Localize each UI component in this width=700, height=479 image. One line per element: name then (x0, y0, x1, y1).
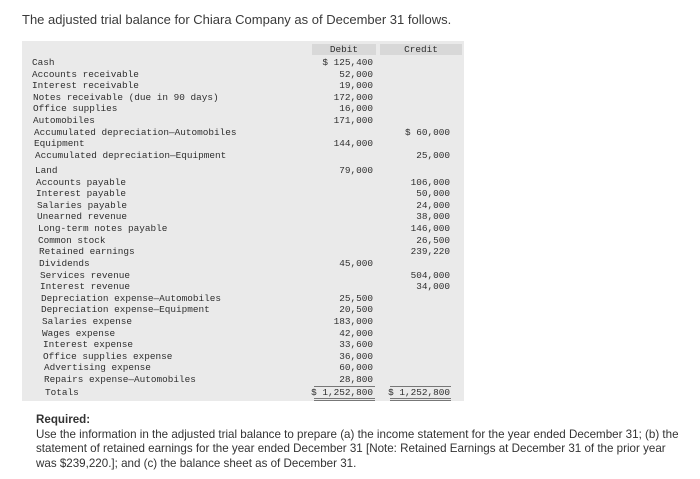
table-row (22, 223, 464, 235)
debit-amount: 36,000 (339, 350, 373, 362)
table-row (22, 57, 464, 69)
account-name: Advertising expense (44, 362, 151, 374)
account-name: Accounts receivable (32, 68, 139, 80)
account-name: Wages expense (42, 327, 116, 339)
credit-amount: $ 60,000 (404, 126, 450, 138)
table-row (22, 127, 464, 139)
table-row (22, 165, 464, 177)
table-row (22, 177, 464, 189)
table-row (22, 92, 464, 104)
account-name: Cash (32, 57, 55, 68)
table-row (22, 281, 464, 293)
account-name: Repairs expense—Automobiles (44, 374, 196, 385)
credit-amount: 26,500 (416, 234, 450, 246)
debit-total-rule (314, 398, 375, 401)
debit-amount: 60,000 (339, 362, 373, 374)
account-name: Depreciation expense—Automobiles (41, 292, 222, 304)
debit-amount: 183,000 (333, 316, 373, 327)
table-row (22, 103, 464, 115)
account-name: Interest receivable (32, 80, 139, 92)
account-name: Services revenue (40, 269, 131, 281)
account-name: Land (35, 165, 58, 176)
credit-header: Credit (380, 44, 462, 55)
credit-amount: 24,000 (416, 199, 450, 211)
table-row (22, 235, 464, 247)
account-name: Depreciation expense—Equipment (41, 304, 210, 316)
debit-amount: 52,000 (339, 68, 373, 80)
table-row (22, 200, 464, 212)
table-row (22, 270, 464, 282)
required-section (36, 413, 686, 471)
credit-amount: 38,000 (416, 211, 450, 223)
debit-amount: 171,000 (333, 115, 373, 126)
table-row (22, 374, 464, 386)
intro-text: The adjusted trial balance for Chiara Company as of December 31 follows. (22, 12, 452, 27)
debit-header: Debit (312, 44, 376, 55)
account-name: Unearned revenue (37, 211, 128, 223)
required-title: Required: (36, 413, 91, 426)
trial-balance-table (22, 41, 464, 401)
table-row (22, 211, 464, 223)
account-name: Interest expense (43, 339, 134, 351)
account-name: Common stock (38, 234, 106, 246)
credit-amount: 106,000 (410, 176, 450, 188)
credit-total-rule (390, 398, 451, 401)
credit-amount: 504,000 (410, 269, 450, 281)
debit-amount: 144,000 (333, 138, 373, 150)
credit-amount: 239,220 (410, 246, 450, 258)
table-row (22, 246, 464, 258)
table-row (22, 304, 464, 316)
account-name: Salaries expense (42, 316, 133, 327)
account-name: Salaries payable (37, 199, 128, 211)
debit-amount: 16,000 (339, 103, 373, 115)
table-row (22, 328, 464, 340)
debit-amount: 172,000 (333, 91, 373, 103)
table-row (22, 258, 464, 270)
account-name: Dividends (39, 258, 90, 269)
debit-amount: $ 125,400 (322, 57, 373, 68)
account-name: Interest payable (36, 188, 127, 200)
account-name: Automobiles (33, 115, 95, 126)
table-row (22, 69, 464, 81)
table-row (22, 115, 464, 127)
debit-amount: 28,800 (339, 374, 373, 385)
account-name: Equipment (34, 138, 85, 150)
debit-amount: 45,000 (339, 258, 373, 269)
table-row (22, 339, 464, 351)
table-row (22, 150, 464, 162)
account-name: Accumulated depreciation—Automobiles (34, 126, 237, 138)
table-row (22, 80, 464, 92)
table-row (22, 188, 464, 200)
table-row (22, 138, 464, 150)
totals-row (22, 387, 464, 399)
credit-amount: 25,000 (416, 149, 450, 161)
table-row (22, 351, 464, 363)
account-name: Interest revenue (40, 281, 131, 293)
credit-amount: 50,000 (416, 188, 450, 200)
account-name: Notes receivable (due in 90 days) (33, 91, 219, 103)
account-name: Accumulated depreciation—Equipment (35, 149, 227, 161)
debit-amount: 20,500 (339, 304, 373, 316)
table-row (22, 316, 464, 328)
account-name: Long-term notes payable (38, 223, 168, 234)
debit-amount: 42,000 (339, 327, 373, 339)
debit-total: $ 1,252,800 (311, 386, 373, 398)
account-name: Accounts payable (36, 176, 127, 188)
account-name: Retained earnings (39, 246, 135, 258)
debit-amount: 19,000 (339, 80, 373, 92)
table-row (22, 293, 464, 305)
required-text: Use the information in the adjusted trial balance to prepare (a) the income statement for the year ended December 31; (b) the statement of retained earnings for the year ended December 31 [Note: Retained Earnings at December 31 of the prior year was $239,220.]; and (c) the balance sheet as of December 31. (36, 427, 679, 470)
debit-amount: 79,000 (339, 165, 373, 176)
debit-amount: 25,500 (339, 292, 373, 304)
account-name: Office supplies expense (43, 350, 173, 362)
credit-total: $ 1,252,800 (388, 386, 450, 398)
credit-amount: 34,000 (416, 281, 450, 293)
account-name: Office supplies (33, 103, 118, 115)
debit-amount: 33,600 (339, 339, 373, 351)
credit-amount: 146,000 (410, 223, 450, 234)
totals-label: Totals (45, 386, 79, 398)
table-row (22, 362, 464, 374)
